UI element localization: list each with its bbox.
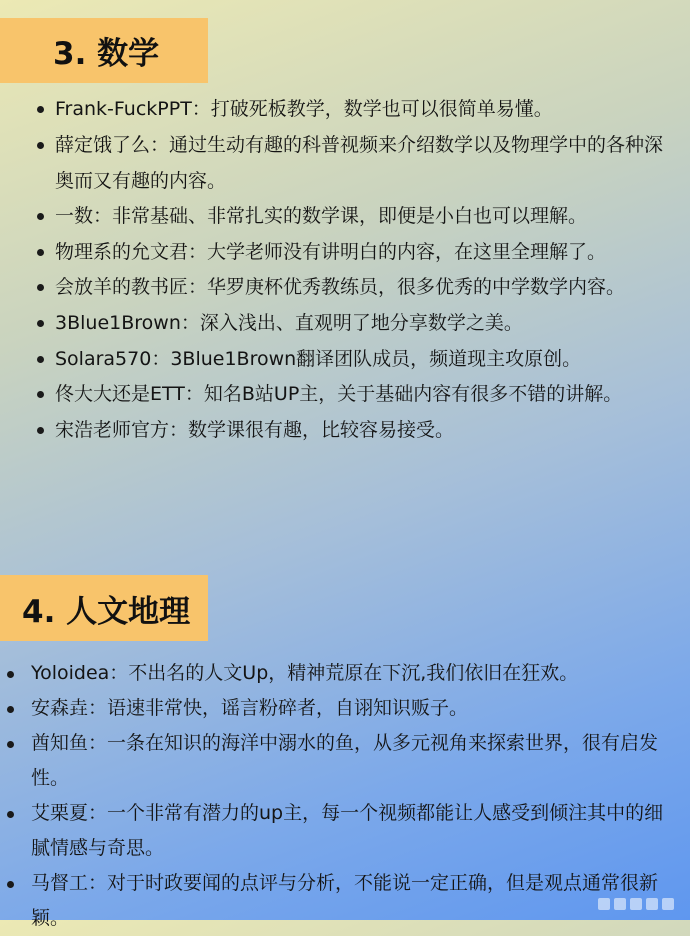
bullet-icon	[37, 106, 44, 113]
bullet-icon	[7, 706, 14, 713]
list-item: 会放羊的教书匠：华罗庚杯优秀教练员，很多优秀的中学数学内容。	[0, 269, 675, 305]
list-item: 3Blue1Brown：深入浅出、直观明了地分享数学之美。	[0, 305, 675, 341]
watermark-mark-icon	[646, 898, 658, 910]
list-item: 艾栗夏：一个非常有潜力的up主，每一个视频都能让人感受到倾注其中的细腻情感与奇思。	[0, 796, 673, 866]
list-item: Solara570：3Blue1Brown翻译团队成员，频道现主攻原创。	[0, 341, 675, 377]
list-item: Yoloidea：不出名的人文Up，精神荒原在下沉,我们依旧在狂欢。	[0, 656, 673, 691]
math-channel-list	[0, 91, 675, 447]
section-heading-humanities-geography	[0, 575, 208, 641]
list-item: 宋浩老师官方：数学课很有趣，比较容易接受。	[0, 412, 675, 448]
section-title: 4. 人文地理	[22, 593, 191, 630]
bullet-icon	[37, 391, 44, 398]
watermark-mark-icon	[662, 898, 674, 910]
humanities-channel-list	[0, 656, 673, 936]
list-item: 酋知鱼：一条在知识的海洋中溺水的鱼，从多元视角来探索世界，很有启发性。	[0, 726, 673, 796]
list-item: 马督工：对于时政要闻的点评与分析，不能说一定正确，但是观点通常很新颖。	[0, 866, 673, 936]
bullet-icon	[7, 881, 14, 888]
bullet-icon	[7, 671, 14, 678]
list-item: 安森垚：语速非常快，谣言粉碎者，自诩知识贩子。	[0, 691, 673, 726]
list-item: 一数：非常基础、非常扎实的数学课，即便是小白也可以理解。	[0, 198, 675, 234]
bullet-icon	[7, 741, 14, 748]
bullet-icon	[37, 249, 44, 256]
watermark-mark-icon	[598, 898, 610, 910]
watermark	[598, 898, 674, 910]
bullet-icon	[37, 213, 44, 220]
section-heading-math	[0, 18, 208, 83]
bullet-icon	[37, 320, 44, 327]
bullet-icon	[7, 811, 14, 818]
bullet-icon	[37, 356, 44, 363]
bullet-icon	[37, 142, 44, 149]
list-item: 佟大大还是ETT：知名B站UP主，关于基础内容有很多不错的讲解。	[0, 376, 675, 412]
list-item: 薛定饿了么：通过生动有趣的科普视频来介绍数学以及物理学中的各种深奥而又有趣的内容。	[0, 127, 675, 199]
watermark-mark-icon	[630, 898, 642, 910]
section-title: 3. 数学	[53, 36, 160, 72]
list-item: Frank-FuckPPT：打破死板教学，数学也可以很简单易懂。	[0, 91, 675, 127]
bullet-icon	[37, 427, 44, 434]
watermark-mark-icon	[614, 898, 626, 910]
bullet-icon	[37, 284, 44, 291]
list-item: 物理系的允文君：大学老师没有讲明白的内容，在这里全理解了。	[0, 234, 675, 270]
